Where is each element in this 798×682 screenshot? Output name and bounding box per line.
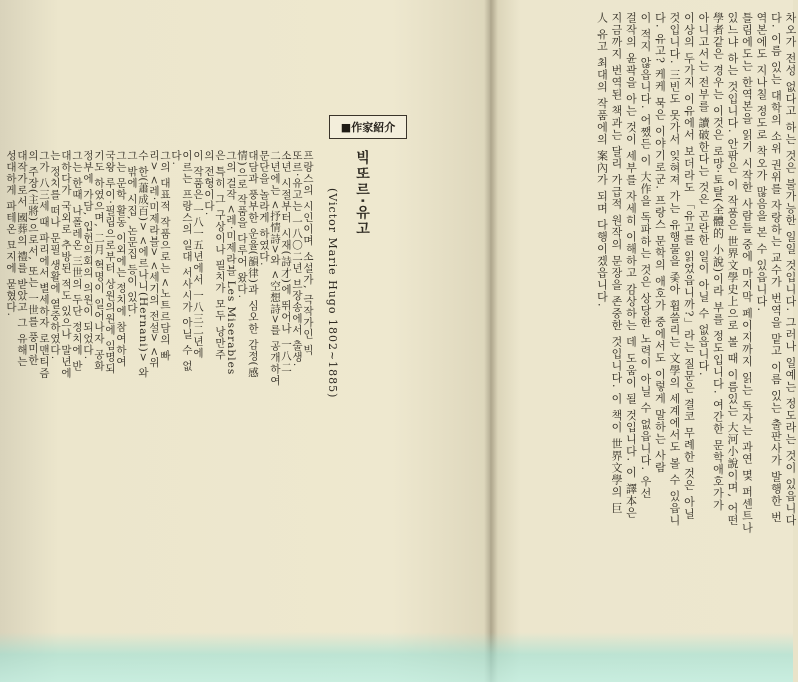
text-column: 그의 대표적 작품으로는 <노트르담의 빠: [159, 150, 171, 362]
text-column: 二년에는 <抒情詩>와 <空想詩>를 공개하여: [269, 150, 281, 387]
text-column: 그는 문학 활동 이외에는 정치에 참여하여: [115, 150, 127, 368]
author-name: 빅또르·유고: [354, 150, 370, 238]
text-column: 의 주장(主將)으로서, 또는 一世를 풍미한: [27, 150, 39, 366]
text-column: 이 작품은 一八一五년에서 一八三二년에: [192, 150, 204, 359]
text-column: 기도 하였으며, 二月 혁명이 일어나자 공화: [93, 150, 105, 372]
text-column: 아니고서는 전부를 讀破한다는 것은 곤란한 일이 아닐 수 없읍니다.: [697, 12, 710, 377]
text-column: 는 정치를 떠나 문필 생활에 열중하였다.: [49, 150, 61, 361]
text-column: 이르는 프랑스의 일대 서사시가 아닐 수 없: [181, 150, 193, 372]
text-column: 그가 八三세 때 파리에서 별세하자 로맨티즘: [38, 150, 50, 379]
text-column: 대하다가 국외로 추방된 적도 있으나 말년에: [60, 150, 72, 379]
text-column: 리> <레·미제라블> <세기의 전설> <위: [148, 150, 160, 369]
text-column: 역본에도 지나칠 정도로 착오가 많음을 본 수 있읍니다.: [755, 12, 768, 312]
text-column: 이 적지 않읍니다. 어쨌든 이 大作을 독파하는 것은 상당한 노력이 아닐 수 없읍니다. 우선: [639, 12, 652, 500]
text-column: 그는 한때 나폴레온 三世의 두단 정치에 반: [71, 150, 83, 372]
text-column: 다. 유고? 케케 묵은 이야기로군. 프랑스 문학의 애호가 중에서도 이렇게 말하는 사람: [653, 12, 667, 474]
text-column: 있느냐 하는 것입니다. 안팎은 이 작품은 世界文學史上으로 볼 때 이름있는 大河小說이며, 어떤: [726, 12, 739, 527]
book-gutter: [484, 0, 498, 682]
text-column: 그 밖에 시집, 논문집 등이 있다.: [126, 150, 138, 319]
scan-artifact-band: [0, 632, 793, 682]
text-column: 또르·유고는 一八〇二년 브장송에서 출생.: [291, 150, 303, 368]
text-column: 것입니다. 三빈도 못가서 잊혀져 가는 유행물을 좇아 휩쓸리는 文學의 세계에서도 볼 수 있읍니: [668, 12, 681, 527]
section-header: ■作家紹介: [329, 115, 407, 139]
text-column: 소년 시절부터 시재(詩才)에 뛰어나 一八二: [280, 150, 292, 374]
text-column: 틀림에도는 한역본을 읽기 시작한 사람들 중에 마지막 페이지까지 읽는 독자는 과연 몇 퍼센트나: [740, 12, 754, 534]
text-column: 의 전형이다.: [203, 150, 215, 217]
text-column: 수 한(蕭成百)> <에르나니(Hernani)> 와: [137, 150, 149, 379]
text-column: 프랑스의 시인이며 소설가, 극작가인 빅: [302, 150, 314, 356]
text-column: 성대하게 파테온 묘지에 묻혔다.: [5, 150, 17, 317]
text-column: 정부에 가담, 입헌의회의 의원이 되었다.: [82, 150, 94, 361]
text-column: 그의 걸작 <레·미제라블 Les Miserables: [225, 150, 237, 376]
text-column: 다.: [170, 150, 182, 166]
author-subtitle: (Victor Marie Hugo 1802~1885): [326, 188, 339, 399]
text-column: 지금까지 번역된 책과는 달리 가급적 원작의 문장을 존중한 것입니다. 이 책이 世界文學의 巨: [610, 12, 623, 515]
text-column: 차오가 전성 없다고 하는 것은 불가능한 일일 것입니다. 그러나 일예는 정도라는 것이 있읍니다: [784, 12, 797, 527]
text-column: 대담과 풍부한 운율(韻律)과 심오한 감정(感: [247, 150, 259, 379]
text-column: 人 유고 최대의 작품에의 案內가 되며 다행이겠읍니다.: [595, 12, 609, 308]
text-column: 국왕 루이·필립으로부터 상원의원에 임명되: [104, 150, 116, 375]
text-column: 대작가로서 國葬의 禮를 받았고 그 유해는: [16, 150, 28, 368]
text-column: 문단을 놀라게 하였다.: [258, 150, 270, 267]
text-column: 걸작의 윤곽을 아는 것이 세부를 자세히 이해하고 감상하는 데 도움이 될 것입니다. 이 譯本은: [624, 12, 638, 519]
text-column: 學者같은 경우는 이것은 로망·토탈(全體的 小說)이라 부를 정도입니다. 여간한 문학애호가가: [711, 12, 725, 512]
text-column: 은 특히 그 구상이나 필치가 모두 낭만주: [214, 150, 226, 361]
text-column: 情)으로 작품을 다루어 왔다.: [236, 150, 248, 299]
text-column: 이상의 두가지 이유에서 보더라도 「유고를 읽었읍니까?」라는 질문은 결코 무례한 것은 아닐: [682, 12, 696, 520]
text-column: 다. 이름 있는 대학의 소위 권위를 자랑하는 교수가 번역을 맡고 이름 있는 출판사가 발행한 번: [769, 12, 783, 524]
